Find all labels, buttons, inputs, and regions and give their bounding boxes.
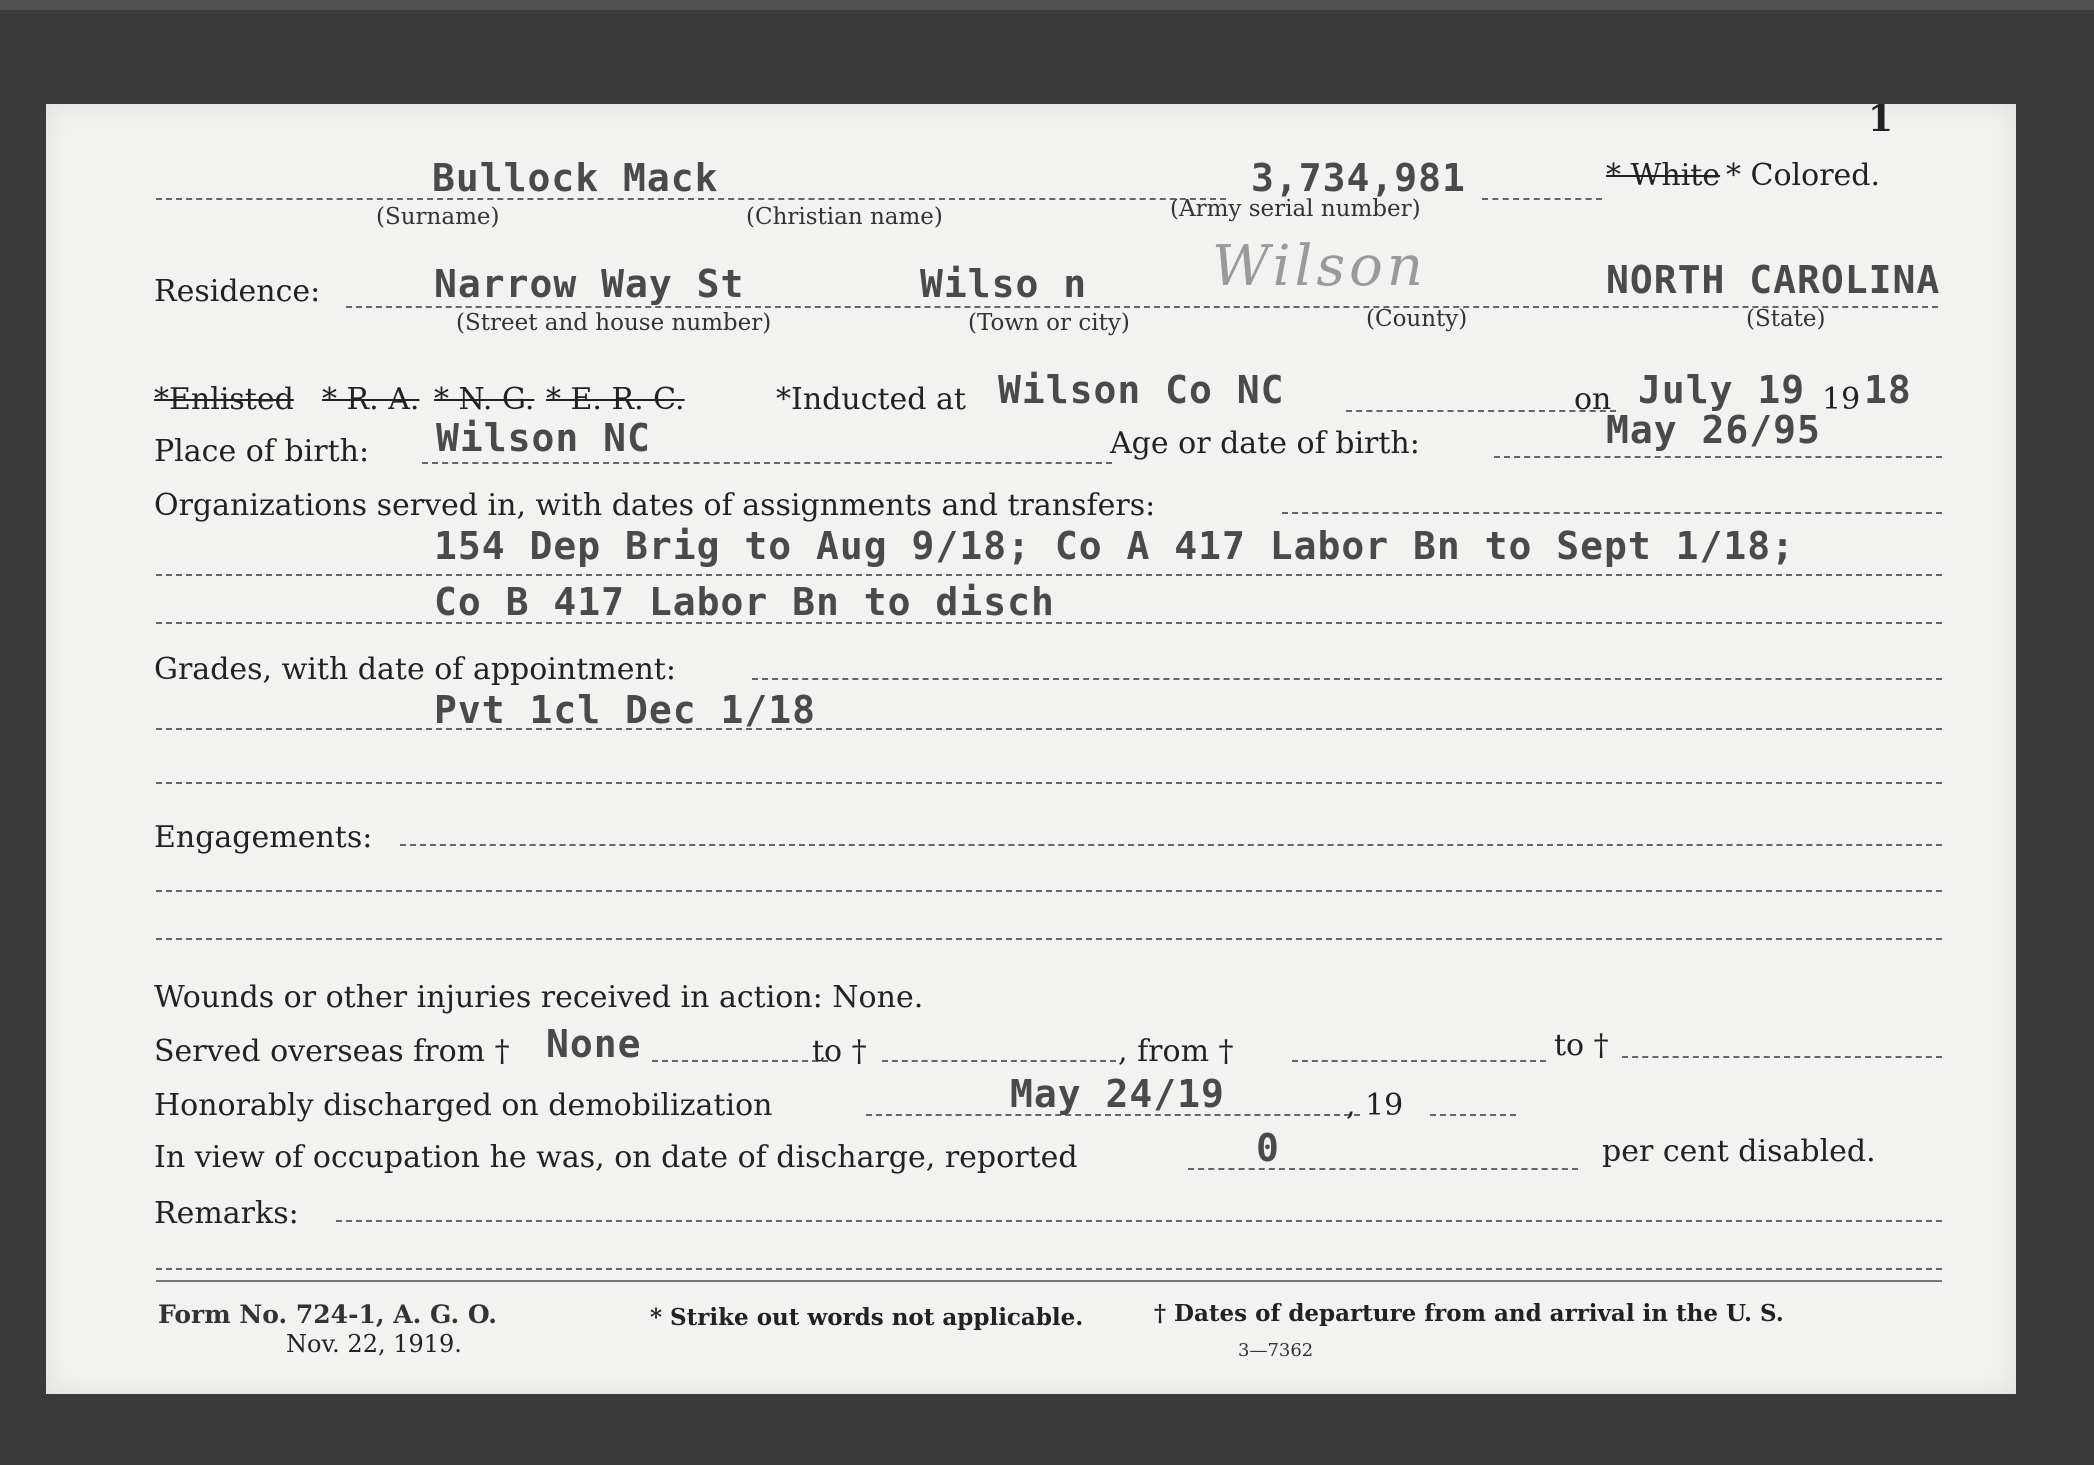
disability-suffix: per cent disabled. xyxy=(1602,1134,1876,1169)
grade-entry-1: Pvt 1cl Dec 1/18 xyxy=(434,688,817,732)
surname-caption: (Surname) xyxy=(376,204,500,230)
date-of-birth-value: May 26/95 xyxy=(1606,408,1821,452)
grades-label: Grades, with date of appointment: xyxy=(154,652,676,687)
organizations-entry-1: 154 Dep Brig to Aug 9/18; Co A 417 Labor Bn to Sept 1/18; xyxy=(434,524,1796,568)
inducted-label: *Inducted at xyxy=(776,382,966,417)
year-prefix: 19 xyxy=(1822,382,1861,417)
disability-line xyxy=(1188,1168,1578,1170)
race-colored: * Colored. xyxy=(1726,158,1881,193)
card-number: 1 xyxy=(1868,98,1894,140)
serial-number-value: 3,734,981 xyxy=(1251,156,1466,200)
engagements-line-1 xyxy=(156,890,1942,892)
remarks-line-1 xyxy=(156,1268,1942,1270)
discharge-date-value: May 24/19 xyxy=(1010,1072,1225,1116)
place-of-birth-value: Wilson NC xyxy=(436,416,651,460)
county-caption: (County) xyxy=(1366,306,1468,332)
discharge-label: Honorably discharged on demobilization xyxy=(154,1088,773,1123)
town-caption: (Town or city) xyxy=(968,310,1130,336)
serial-line-end xyxy=(1482,198,1602,200)
print-code: 3—7362 xyxy=(1238,1340,1314,1361)
residence-label: Residence: xyxy=(154,274,321,309)
overseas-to-line-2 xyxy=(1622,1056,1942,1058)
overseas-from-line-2 xyxy=(1292,1060,1546,1062)
organizations-line-1 xyxy=(156,574,1942,576)
dates-note: † Dates of departure from and arrival in the U. S. xyxy=(1154,1300,1784,1327)
form-date: Nov. 22, 1919. xyxy=(286,1330,462,1358)
birth-date-line xyxy=(1494,456,1942,458)
surname-value: Bullock Mack xyxy=(432,156,719,200)
footer-divider xyxy=(156,1280,1942,1282)
town-value: Wilso n xyxy=(920,262,1088,306)
year-value: 18 xyxy=(1864,368,1912,412)
organizations-label: Organizations served in, with dates of assignments and transfers: xyxy=(154,488,1156,523)
strike-note: * Strike out words not applicable. xyxy=(650,1304,1084,1331)
ra-struck: * R. A. xyxy=(322,382,420,417)
overseas-to-line xyxy=(882,1060,1116,1062)
organizations-entry-2: Co B 417 Labor Bn to disch xyxy=(434,580,1055,624)
christian-name-caption: (Christian name) xyxy=(746,204,943,230)
scan-border xyxy=(0,0,2094,10)
age-label: Age or date of birth: xyxy=(1110,426,1420,461)
residence-line xyxy=(346,306,1938,308)
engagements-line-2 xyxy=(156,938,1942,940)
engagements-line-0 xyxy=(400,844,1942,846)
state-caption: (State) xyxy=(1746,306,1826,332)
inducted-date-value: July 19 xyxy=(1638,368,1806,412)
engagements-label: Engagements: xyxy=(154,820,373,855)
county-value-handwritten: Wilson xyxy=(1212,234,1427,299)
grades-line-1 xyxy=(156,728,1942,730)
overseas-to-label: to † xyxy=(812,1034,867,1069)
organizations-line-0 xyxy=(1282,512,1942,514)
served-overseas-label: Served overseas from † xyxy=(154,1034,510,1069)
enlisted-struck: *Enlisted xyxy=(154,382,294,417)
serial-caption: (Army serial number) xyxy=(1170,196,1421,222)
grades-line-2 xyxy=(156,782,1942,784)
street-caption: (Street and house number) xyxy=(456,310,772,336)
remarks-line-0 xyxy=(336,1220,1942,1222)
discharge-year-label: , 19 xyxy=(1346,1088,1404,1123)
discharge-year-line xyxy=(1430,1114,1516,1116)
remarks-label: Remarks: xyxy=(154,1196,299,1231)
wounds-label: Wounds or other injuries received in action: None. xyxy=(154,980,924,1015)
form-number: Form No. 724-1, A. G. O. xyxy=(158,1300,497,1329)
overseas-from-value: None xyxy=(546,1022,642,1066)
overseas-from-label-2: , from † xyxy=(1118,1034,1234,1069)
grades-line-0 xyxy=(752,678,1942,680)
state-value: NORTH CAROLINA xyxy=(1606,258,1941,302)
inducted-place-value: Wilson Co NC xyxy=(998,368,1285,412)
disability-value: 0 xyxy=(1256,1126,1280,1170)
race-white-struck: * White xyxy=(1606,158,1721,193)
erc-struck: * E. R. C. xyxy=(546,382,685,417)
overseas-to-label-2: to † xyxy=(1554,1028,1609,1063)
ng-struck: * N. G. xyxy=(434,382,535,417)
draft-record-card xyxy=(46,98,2016,1394)
birth-place-line xyxy=(422,462,1112,464)
on-label: on xyxy=(1574,382,1612,417)
disability-label: In view of occupation he was, on date of discharge, reported xyxy=(154,1140,1078,1175)
street-value: Narrow Way St xyxy=(434,262,745,306)
overseas-from-line xyxy=(652,1060,828,1062)
place-of-birth-label: Place of birth: xyxy=(154,434,370,469)
